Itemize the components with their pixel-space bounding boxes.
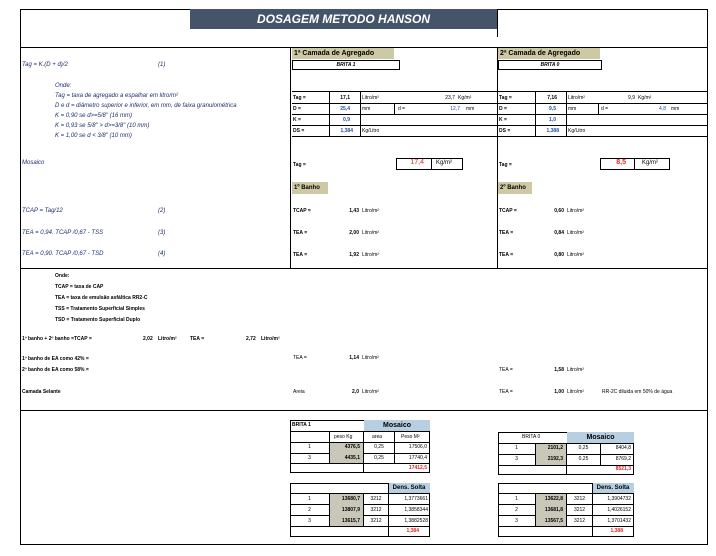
table-row: 4376,5	[344, 444, 360, 450]
divider	[329, 91, 330, 136]
formula-tea-tsd: TEA = 0,90. TCAP /0,67 - TSD	[22, 251, 104, 257]
formula-number: (4)	[158, 251, 166, 257]
table-row: 1,3904732	[607, 496, 631, 502]
tea-ea-value: 1,14	[349, 355, 359, 361]
ea42-label: 1º banho de EA como 42% =	[22, 356, 89, 362]
D-value: 25,4	[340, 106, 350, 112]
DS-label: DS =	[293, 128, 305, 134]
divider	[20, 268, 708, 269]
tcap-value: 1,43	[349, 208, 359, 214]
formula-number: (2)	[158, 208, 166, 214]
camada1-header: 1ª Camada de Agregado	[292, 48, 394, 59]
mosaico-tag-value: 17,4	[410, 159, 424, 166]
tag-kg-value: 23,7	[445, 95, 455, 101]
definition: K = 1,00 se d < 3/8" (10 mm)	[55, 133, 132, 139]
table-row: 0,25	[578, 445, 589, 451]
DS-value: 1,384	[340, 128, 353, 134]
table-row: 1	[515, 496, 518, 502]
table-row: 2	[515, 507, 518, 513]
divider	[292, 91, 497, 92]
tea-tss-label: TEA =	[499, 230, 514, 236]
divider	[497, 47, 498, 268]
d-value: 4,8	[659, 106, 666, 112]
table-mosaico-header: Mosaico	[567, 432, 634, 443]
sum-label: 1º banho + 2º banho =TCAP =	[22, 336, 92, 342]
d-unit: mm	[466, 106, 475, 112]
tea-ea-unit: Litro/m²	[362, 355, 379, 361]
selante-note: RR-2C diluida em 50% de água	[602, 389, 673, 395]
definition: D e d = diâmetro superior e inferior, em mm, de faixa granulométrica	[55, 103, 237, 109]
table-row: 13567,5	[544, 518, 563, 524]
table-brita-label: BRITA 0	[522, 434, 541, 440]
camada2-header: 2ª Camada de Agregado	[498, 48, 600, 59]
selante-label: Camada Selante	[22, 389, 61, 395]
divider	[290, 463, 430, 464]
D-label: D =	[293, 106, 301, 112]
tcap-unit: Litro/m²	[567, 208, 584, 214]
tea-tss-unit: Litro/m²	[567, 230, 584, 236]
banho2-header: 2º Banho	[498, 182, 532, 194]
areia-label: Areia	[293, 389, 305, 395]
table-row: 4435,1	[344, 455, 360, 461]
D-value: 9,5	[549, 106, 556, 112]
divider	[634, 158, 635, 170]
table-row: 3212	[370, 496, 382, 502]
divider	[498, 91, 708, 92]
table-row: 3212	[573, 518, 586, 524]
divider	[290, 431, 430, 432]
D-label: D =	[499, 106, 507, 112]
areia-unit: Litro/m²	[362, 389, 379, 395]
col-header: area	[372, 434, 383, 440]
formula-tcap: TCAP = Tag/12	[22, 208, 63, 214]
table-total: 1,384	[406, 528, 419, 534]
divider	[498, 136, 708, 137]
table-row: 1,3882528	[404, 518, 428, 524]
table-total: 8521,3	[615, 466, 631, 472]
tag-kg-unit: Kg/m²	[638, 95, 652, 101]
table-row: 1,3773661	[404, 496, 428, 502]
sum-unit: Litro/m²	[158, 336, 177, 342]
table-mosaico-header: Mosaico	[364, 420, 430, 431]
D-unit: mm	[568, 106, 577, 112]
selante-tea-label: TEA =	[499, 389, 513, 395]
divider	[292, 136, 497, 137]
formula-number: (3)	[158, 230, 166, 236]
divider	[290, 47, 291, 268]
table-row: 17740,4	[408, 455, 427, 461]
d-unit: mm	[671, 106, 680, 112]
mosaico-label: Mosaico	[22, 160, 45, 166]
table-row: 2101,2	[547, 445, 563, 451]
tcap-label: TCAP =	[499, 208, 517, 214]
table-row: 13680,7	[341, 496, 360, 502]
table-row: 17506,0	[408, 444, 427, 450]
DS-unit: Kg/Litro	[362, 128, 380, 134]
table-row: 1,3701432	[607, 518, 631, 524]
formula-tea-tss: TEA = 0,94. TCAP /0,67 - TSS	[22, 230, 104, 236]
table-row: 3212	[370, 507, 382, 513]
table-row: 2192,3	[547, 456, 563, 462]
tea-ea-unit: Litro/m²	[567, 367, 584, 373]
table-row: 3	[515, 456, 518, 462]
table-row: 8404,8	[615, 445, 631, 451]
divider	[292, 125, 497, 126]
DS-value: 1,388	[546, 128, 559, 134]
mosaico-tag-label: Tag =	[499, 162, 512, 168]
table-row: 2	[308, 507, 311, 513]
sum-tea-label: TEA =	[190, 336, 205, 342]
table-total: 1,388	[610, 528, 623, 534]
divider	[290, 526, 430, 527]
divider	[498, 114, 708, 115]
table-row: 3	[515, 518, 518, 524]
tea-tsd-label: TEA =	[293, 252, 308, 258]
D-unit: mm	[362, 106, 371, 112]
selante-tea-value: 1,00	[554, 389, 564, 395]
table-row: 13681,8	[544, 507, 563, 513]
table-row: 3212	[573, 507, 586, 513]
divider	[431, 158, 432, 170]
tea-tss-value: 2,00	[349, 230, 359, 236]
mosaico-tag-label: Tag =	[293, 162, 306, 168]
table-row: 13622,8	[544, 496, 563, 502]
col-header: Peso M²	[401, 434, 420, 440]
dens-header: Dens. Solta	[592, 483, 634, 493]
ea58-label: 2º banho de EA como 58% =	[22, 367, 89, 373]
tea-tss-value: 0,84	[554, 230, 564, 236]
divider	[535, 91, 536, 136]
table-row: 1	[308, 444, 311, 450]
table-row: 1,3858344	[404, 507, 428, 513]
dens-header: Dens. Solta	[388, 483, 430, 493]
d-value: 12,7	[450, 106, 460, 112]
tag-unit: Litro/m²	[568, 95, 585, 101]
divider	[566, 91, 567, 136]
divider	[498, 103, 708, 104]
table-row: 3	[308, 455, 311, 461]
table-brita-label: BRITA 1	[292, 422, 311, 428]
tag-value: 7,16	[547, 95, 557, 101]
d-label: d =	[398, 106, 406, 112]
definition: K = 0,90 se d>=5/8" (16 mm)	[55, 113, 133, 119]
definition: TSS = Tratamento Superficial Simples	[55, 306, 145, 312]
K-label: K =	[293, 117, 301, 123]
divider	[498, 526, 634, 527]
tea-tsd-value: 0,80	[554, 252, 564, 258]
tag-kg-value: 9,9	[628, 95, 635, 101]
tag-unit: Litro/m²	[362, 95, 379, 101]
selante-tea-unit: Litro/m²	[567, 389, 584, 395]
tag-label: Tag =	[499, 95, 512, 101]
divider	[20, 410, 708, 411]
divider	[394, 103, 395, 114]
sum-value: 2,02	[143, 336, 153, 342]
DS-label: DS =	[499, 128, 511, 134]
formula-number: (1)	[158, 62, 166, 68]
divider	[360, 91, 361, 136]
tcap-value: 0,60	[554, 208, 564, 214]
K-value: 0,9	[343, 117, 350, 123]
tea-ea-value: 1,58	[554, 367, 564, 373]
table-row: 3	[308, 518, 311, 524]
table-row: 13807,9	[341, 507, 360, 513]
definition: TSD = Tratamento Superficial Duplo	[55, 317, 141, 323]
onde-label: Onde:	[55, 273, 70, 279]
camada1-brita: BRITA 1	[292, 60, 400, 70]
divider	[598, 103, 599, 114]
tea-ea-label: TEA =	[293, 355, 307, 361]
tea-tsd-unit: Litro/m²	[567, 252, 584, 258]
onde-label: Onde:	[55, 83, 72, 89]
mosaico-tag-unit: Kg/m²	[436, 160, 453, 166]
tea-tsd-label: TEA =	[499, 252, 514, 258]
d-label: d =	[601, 106, 609, 112]
table-row: 1	[308, 496, 311, 502]
mosaico-tag-unit: Kg/m²	[642, 160, 659, 166]
definition: Tag = taxa de agregado a espalhar em litro/m²	[55, 93, 179, 99]
camada2-brita: BRITA 0	[498, 60, 602, 70]
definition: TEA = taxa de emulsão asfáltica RR2-C	[55, 295, 148, 301]
definition: TCAP = taxa de CAP	[55, 284, 104, 290]
K-label: K =	[499, 117, 507, 123]
tcap-label: TCAP =	[293, 208, 311, 214]
tea-ea-label: TEA =	[499, 367, 513, 373]
mosaico-tag-value: 8,5	[616, 159, 626, 166]
K-value: 1,0	[549, 117, 556, 123]
tag-kg-unit: Kg/m²	[458, 95, 472, 101]
table-total: 17412,5	[408, 465, 427, 471]
table-row: 1	[515, 445, 518, 451]
divider	[497, 9, 498, 37]
tcap-unit: Litro/m²	[362, 208, 379, 214]
sum-tea-value: 2,72	[246, 336, 256, 342]
tea-tsd-unit: Litro/m²	[362, 252, 379, 258]
table-row: 3212	[370, 518, 382, 524]
table-row: 13615,7	[341, 518, 360, 524]
sum-tea-unit: Litro/m²	[261, 336, 280, 342]
table-row: 1,4026152	[607, 507, 631, 513]
table-row: 0,25	[374, 444, 384, 450]
tag-value: 17,1	[340, 95, 350, 101]
divider	[363, 431, 364, 473]
areia-value: 2,0	[352, 389, 359, 395]
table-row: 8769,2	[615, 456, 631, 462]
tea-tsd-value: 1,92	[349, 252, 359, 258]
divider	[292, 114, 497, 115]
tea-tss-label: TEA =	[293, 230, 308, 236]
page-title: DOSAGEM METODO HANSON	[190, 9, 497, 29]
divider	[498, 125, 708, 126]
definition: K = 0,93 se 5/8" > d>=3/8" (10 mm)	[55, 123, 150, 129]
formula-tag: Tag = K.(D + d)/2	[22, 62, 68, 68]
table-row: 0,25	[578, 456, 589, 462]
banho1-header: 1º Banho	[292, 182, 328, 194]
tea-tss-unit: Litro/m²	[362, 230, 379, 236]
DS-unit: Kg/Litro	[568, 128, 586, 134]
table-row: 0,25	[374, 455, 384, 461]
col-header: peso Kg	[334, 434, 353, 440]
tag-label: Tag =	[293, 95, 306, 101]
table-row: 3212	[573, 496, 586, 502]
